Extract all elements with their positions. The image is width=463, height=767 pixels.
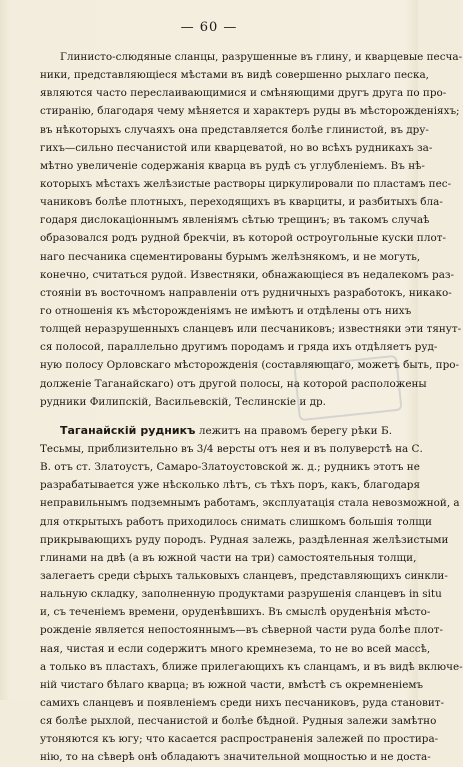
text-line: мѣтно увеличеніе содержанія кварца въ рудѣ съ углубленіемъ. Въ нѣ-: [40, 159, 425, 172]
text-line: неправильнымъ подземнымъ работамъ, эксплуатація стала невозможной, а: [40, 497, 460, 510]
text-line: нію, то на сѣверѣ онѣ обладаютъ значительной мощностью и не доста-: [40, 751, 431, 764]
text-run: лежитъ на правомъ берегу рѣки Б.: [195, 424, 392, 437]
text-line: [40, 422, 392, 440]
text-column: [40, 48, 463, 766]
mine-name-heading: Таганайскій рудникъ: [60, 423, 196, 437]
text-line: чаниковъ болѣе плотныхъ, переходящихъ въ кварциты, и разбитыхъ бла-: [40, 196, 443, 209]
text-line: гихъ—сильно песчанистой или кварцеватой, но во всѣхъ рудникахъ за-: [40, 141, 433, 154]
text-line: утоняются къ югу; что касается распространенія залежей по простира-: [40, 733, 439, 746]
text-line: го отношенія къ мѣсторожденіямъ не имѣютъ и отдѣлены отъ нихъ: [40, 304, 412, 317]
text-line: Глинисто-слюдяные сланцы, разрушенные въ глину, и кварцевые песча-: [60, 51, 463, 63]
text-line: самихъ сланцевъ и появленіемъ среди нихъ песчаниковъ, руда становит-: [40, 696, 445, 709]
text-line: ній чистаго бѣлаго кварца; въ южной части, вмѣстѣ съ окремненіемъ: [40, 678, 424, 691]
text-line: толщей неразрушенныхъ сланцевъ или песчаниковъ; известняки эти тянут-: [40, 323, 462, 336]
text-line: стояніи въ восточномъ направленіи отъ рудничныхъ разработокъ, никако-: [40, 286, 452, 299]
paragraph-orlovskoe-deposit: [40, 48, 463, 411]
text-line: и, съ теченіемъ времени, оруденѣвшихъ. Въ смыслѣ оруденѣнія мѣсто-: [40, 606, 431, 619]
text-line: ся болѣе рыхлой, песчанистой и болѣе бѣдной. Рудныя залежи замѣтно: [40, 715, 437, 728]
text-line: нальную складку, заполненную продуктами разрушенія сланцевъ in situ: [40, 588, 442, 601]
text-line: а только въ пластахъ, ближе прилегающихъ къ сланцамъ, и въ видѣ включе-: [40, 660, 463, 673]
text-line: В. отъ ст. Златоустъ, Самаро-Златоустовской ж. д.; рудникъ этотъ не: [40, 461, 420, 474]
text-line: рудники Филипскій, Васильевскій, Теслинскіе и др.: [40, 395, 326, 408]
paragraph-gap: [40, 411, 392, 422]
text-line: ся полосой, параллельно другимъ породамъ и гряда ихъ отдѣляетъ руд-: [40, 341, 438, 354]
text-line: ная, чистая и если содержитъ много кремнезема, то не во всей массѣ,: [40, 642, 431, 655]
text-line: глинами на двѣ (а въ южной части на три) самостоятельныя толщи,: [40, 551, 417, 564]
text-line: которыхъ мѣстахъ желѣзистые растворы циркулировали по пластамъ пес-: [40, 177, 452, 190]
text-line: наго песчаника сцементированы бурымъ желѣзнякомъ, и не могуть,: [40, 250, 421, 263]
text-line: прикрывающихъ руду породъ. Рудная залежь, раздѣленная желѣзистыми: [40, 533, 449, 546]
page-number: — 60 —: [180, 20, 238, 35]
text-line: ники, представляющіеся мѣстами въ видѣ совершенно рыхлаго песка,: [40, 69, 429, 82]
text-line: ную полосу Орловскаго мѣсторожденія (составляющаго, можетъ быть, про-: [40, 359, 460, 372]
text-line: въ нѣкоторыхъ случаяхъ она представляется болѣе глинистой, въ дру-: [40, 123, 429, 136]
paragraph-taganai-mine: [40, 422, 463, 767]
text-line: разрабатывается уже нѣсколько лѣтъ, съ тѣхъ поръ, какъ, благодаря: [40, 479, 420, 492]
text-line: стиранію, благодаря чему мѣняется и характеръ руды въ мѣсторожденіяхъ;: [40, 105, 460, 118]
text-line: Тесьмы, приблизительно въ 3/4 версты отъ нея и въ полуверстѣ на С.: [40, 442, 423, 455]
text-line: годаря дислокаціоннымъ явленіямъ сѣтью трещинъ; въ такомъ случаѣ: [40, 214, 430, 227]
text-line: для открытыхъ работъ приходилось снимать слишкомъ большія толщи: [40, 515, 432, 528]
text-line: рожденіе является непостояннымъ—въ сѣверной части руда болѣе плот-: [40, 624, 443, 637]
text-line: образовался родъ рудной брекчіи, въ которой остроугольные куски плот-: [40, 232, 446, 245]
text-line: залегаетъ среди сѣрыхъ тальковыхъ сланцевъ, представляющихъ синкли-: [40, 569, 448, 582]
text-line: являются часто переслаивающимися и смѣняющими другъ друга по про-: [40, 87, 447, 100]
text-line: конечно, считаться рудой. Известняки, обнажающіеся въ недалекомъ раз-: [40, 268, 455, 281]
text-line: долженіе Таганайскаго) отъ другой полосы, на которой расположены: [40, 377, 427, 390]
